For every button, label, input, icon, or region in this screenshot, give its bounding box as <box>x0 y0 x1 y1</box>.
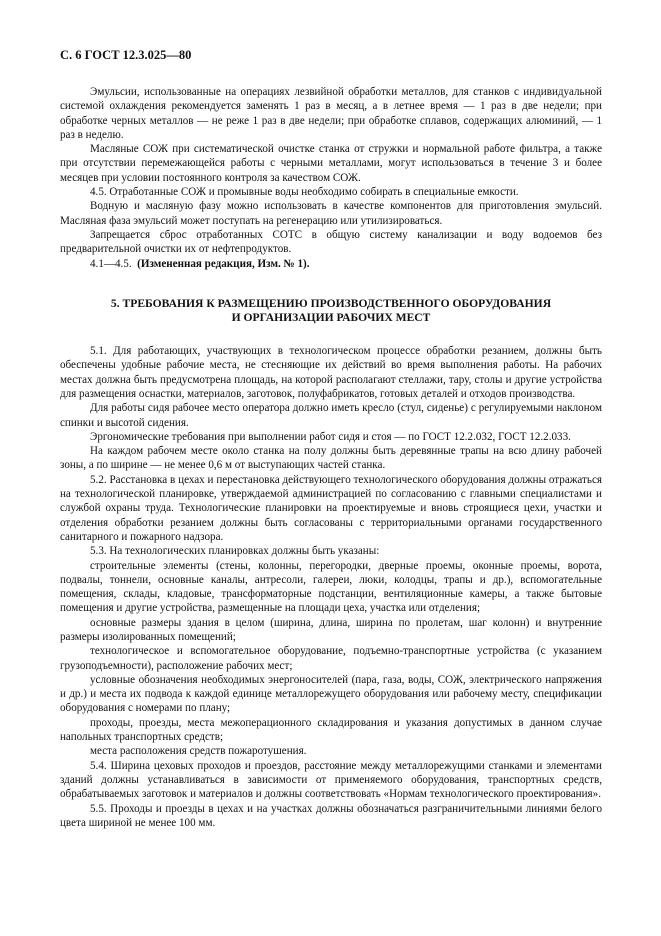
page-header: С. 6 ГОСТ 12.3.025—80 <box>60 48 192 62</box>
paragraph-emulsions: Эмульсии, использованные на операциях лезвийной обработки металлов, для станков с индивидуальной системой охлаждения рекомендуется заменять 1 раз в месяц, а в летнее время — 1 раз в две недели; при обработке черных металлов — не реже 1 раз в две недели; при обработке сплавов, содержащих алюминий, — 1 раз в неделю. <box>60 86 602 141</box>
paragraph-water-oil-phase: Водную и масляную фазу можно использовать в качестве компонентов для приготовления эмульсий. Масляная фаза эмульсий может поступать на регенерацию или утилизироваться. <box>60 200 602 227</box>
paragraph-oil-coolant: Масляные СОЖ при систематической очистке станка от стружки и нормальной работе фильтра, а также при отсутствии перемежающейся работы с черными металлами, могут использоваться в течение 3 и более месяцев при условии постоянного контроля за качеством СОЖ. <box>60 143 602 184</box>
paragraph-5-1: 5.1. Для работающих, участвующих в технологическом процессе обработки резанием, должны быть обеспечены удобные рабочие места, не стесняющие их действий во время выполнения работы. На рабочих местах должна быть предусмотрена площадь, на которой располагают стеллажи, тару, столы и другие устройства для размещения оснастки, материалов, заготовок, полуфабрикатов, готовых деталей и отходов производства. <box>60 345 602 400</box>
list-item-equipment: технологическое и вспомогательное оборудование, подъемно-транспортные устройства (с указанием грузоподъемности), расположение рабочих мест; <box>60 645 602 672</box>
amendment-prefix: 4.1—4.5. <box>90 257 132 270</box>
list-item-passages: проходы, проезды, места межоперационного складирования и указания допустимых в данном случае напольных транспортных средств; <box>60 716 602 744</box>
document-page <box>60 48 602 830</box>
paragraph-5-3: 5.3. На технологических планировках должны быть указаны: <box>90 545 380 558</box>
paragraph-5-2: 5.2. Расстановка в цехах и перестановка действующего технологического оборудования должны отражаться на технологической планировке, утверждаемой администрацией по согласованию с главными специалистами и службой охраны труда. Технологические планировки на проектируемые и вновь строящиеся цехи, участки и отделения обработки резанием должны быть согласованы с территориальными органами государственного санитарного и пожарного надзора. <box>60 473 602 543</box>
section-title-line-1: 5. ТРЕБОВАНИЯ К РАЗМЕЩЕНИЮ ПРОИЗВОДСТВЕННОГО ОБОРУДОВАНИЯ <box>110 296 552 310</box>
paragraph-5-4: 5.4. Ширина цеховых проходов и проездов, расстояние между металлорежущими станками и элементами зданий должны устанавливаться в зависимости от применяемого оборудования, транспортных средств, обрабатываемых заготовок и материалов и должны соответствовать «Нормам технологического проектирования». <box>60 759 602 801</box>
list-item-building-dimensions: основные размеры здания в целом (ширина, длина, ширина по пролетам, шаг колонн) и внутренние размеры изолированных помещений; <box>60 616 602 643</box>
paragraph-4-5: 4.5. Отработанные СОЖ и промывные воды необходимо собирать в специальные емкости. <box>90 186 519 199</box>
paragraph-5-5: 5.5. Проходы и проезды в цехах и на участках должны обозначаться разграничительными линиями белого цвета шириной не менее 100 мм. <box>60 802 602 829</box>
amendment-note: (Измененная редакция, Изм. № 1). <box>137 257 310 270</box>
list-item-fire-extinguishing: места расположения средств пожаротушения. <box>90 745 307 758</box>
paragraph-amendment <box>60 257 602 271</box>
section-title <box>60 297 602 326</box>
list-item-building-elements: строительные элементы (стены, колонны, перегородки, дверные проемы, оконные проемы, ворота, подвалы, тоннели, основные каналы, антресоли, галереи, люки, колодцы, трапы и др.), вспомогательные помещения, склады, кладовые, трансформаторные подстанции, вентиляционные камеры, а также бытовые помещения и другие устройства, размещенные на площади цеха, участка или отделения; <box>60 559 602 615</box>
paragraph-discharge-prohibited: Запрещается сброс отработанных СОТС в общую систему канализации и воду водоемов без предварительной очистки их от нефтепродуктов. <box>60 228 602 256</box>
paragraph-wooden-gratings: На каждом рабочем месте около станка на полу должны быть деревянные трапы на всю длину рабочей зоны, а по ширине — не менее 0,6 м от выступающих частей станка. <box>60 445 602 472</box>
paragraph-seated-work: Для работы сидя рабочее место оператора должно иметь кресло (стул, сиденье) с регулируемыми наклоном спинки и высотой сидения. <box>60 402 602 429</box>
section-title-line-2: И ОРГАНИЗАЦИИ РАБОЧИХ МЕСТ <box>231 311 431 325</box>
paragraph-ergonomics: Эргономические требования при выполнении работ сидя и стоя — по ГОСТ 12.2.032, ГОСТ 12.2.033. <box>90 430 571 443</box>
list-item-energy-carriers: условные обозначения необходимых энергоносителей (пара, газа, воды, СОЖ, электрического напряжения и др.) и места их подвода к каждой единице металлорежущего оборудования или рабочему месту, спецификации оборудования с номерами по плану; <box>60 673 602 715</box>
